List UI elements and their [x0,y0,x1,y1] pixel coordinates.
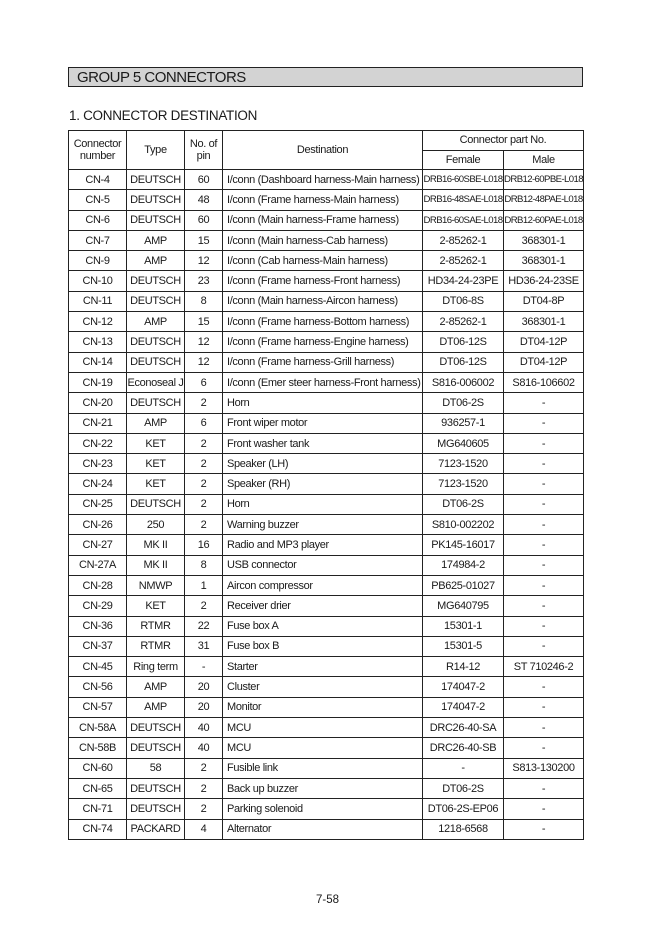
cell-connector-number: CN-71 [69,799,127,819]
cell-connector-number: CN-4 [69,170,127,190]
cell-female-part: PK145-16017 [423,535,504,555]
cell-male-part: - [504,454,584,474]
cell-male-part: DRB12-60PBE-L018 [504,170,584,190]
cell-type: DEUTSCH [127,332,185,352]
cell-pins: 48 [185,190,223,210]
cell-destination: Front wiper motor [223,413,423,433]
cell-destination: Horn [223,393,423,413]
cell-pins: 4 [185,819,223,839]
cell-destination: Front washer tank [223,433,423,453]
cell-male-part: - [504,555,584,575]
cell-type: KET [127,454,185,474]
table-row [69,616,584,636]
cell-female-part: DRC26-40-SB [423,738,504,758]
cell-pins: 15 [185,312,223,332]
cell-connector-number: CN-36 [69,616,127,636]
cell-destination: I/conn (Frame harness-Front harness) [223,271,423,291]
cell-type: AMP [127,697,185,717]
table-row [69,515,584,535]
table-row [69,332,584,352]
cell-connector-number: CN-20 [69,393,127,413]
cell-female-part: 936257-1 [423,413,504,433]
cell-connector-number: CN-29 [69,596,127,616]
cell-destination: Cluster [223,677,423,697]
cell-female-part: DT06-8S [423,291,504,311]
cell-destination: Speaker (LH) [223,454,423,474]
cell-female-part: 174047-2 [423,677,504,697]
table-row [69,291,584,311]
cell-connector-number: CN-19 [69,372,127,392]
cell-destination: I/conn (Emer steer harness-Front harness) [223,372,423,392]
table-row [69,677,584,697]
cell-type: AMP [127,413,185,433]
cell-destination: I/conn (Main harness-Frame harness) [223,210,423,230]
table-row [69,352,584,372]
cell-connector-number: CN-9 [69,251,127,271]
cell-destination: Alternator [223,819,423,839]
cell-male-part: 368301-1 [504,251,584,271]
cell-type: DEUTSCH [127,494,185,514]
cell-male-part: - [504,515,584,535]
cell-female-part: MG640605 [423,433,504,453]
table-row [69,372,584,392]
cell-pins: 2 [185,454,223,474]
cell-type: DEUTSCH [127,271,185,291]
header-type: Type [127,131,185,170]
cell-destination: MCU [223,738,423,758]
table-row [69,190,584,210]
cell-connector-number: CN-74 [69,819,127,839]
cell-pins: 8 [185,291,223,311]
cell-female-part: DRB16-48SAE-L018 [423,190,504,210]
cell-type: DEUTSCH [127,718,185,738]
table-row [69,819,584,839]
cell-pins: 12 [185,352,223,372]
cell-destination: Warning buzzer [223,515,423,535]
cell-destination: Horn [223,494,423,514]
cell-destination: Receiver drier [223,596,423,616]
table-row [69,636,584,656]
cell-male-part: - [504,677,584,697]
cell-connector-number: CN-25 [69,494,127,514]
cell-connector-number: CN-11 [69,291,127,311]
cell-male-part: DRB12-48PAE-L018 [504,190,584,210]
table-header [69,131,584,170]
cell-type: Econoseal J [127,372,185,392]
cell-type: KET [127,596,185,616]
cell-destination: Speaker (RH) [223,474,423,494]
cell-connector-number: CN-57 [69,697,127,717]
cell-pins: 12 [185,332,223,352]
cell-female-part: PB625-01027 [423,575,504,595]
cell-male-part: ST 710246-2 [504,657,584,677]
cell-type: DEUTSCH [127,778,185,798]
cell-connector-number: CN-28 [69,575,127,595]
cell-pins: 2 [185,596,223,616]
cell-male-part: S813-130200 [504,758,584,778]
cell-destination: I/conn (Main harness-Cab harness) [223,230,423,250]
cell-destination: Back up buzzer [223,778,423,798]
table-row [69,393,584,413]
cell-destination: Starter [223,657,423,677]
cell-type: DEUTSCH [127,393,185,413]
cell-female-part: DRC26-40-SA [423,718,504,738]
cell-female-part: 2-85262-1 [423,230,504,250]
cell-pins: 6 [185,413,223,433]
cell-pins: 60 [185,210,223,230]
cell-connector-number: CN-27 [69,535,127,555]
cell-male-part: - [504,474,584,494]
cell-male-part: 368301-1 [504,312,584,332]
cell-female-part: DT06-2S [423,494,504,514]
section-title: 1. CONNECTOR DESTINATION [69,108,258,123]
cell-destination: I/conn (Frame harness-Engine harness) [223,332,423,352]
cell-type: DEUTSCH [127,291,185,311]
cell-type: KET [127,474,185,494]
cell-female-part: 2-85262-1 [423,312,504,332]
cell-pins: 2 [185,474,223,494]
cell-pins: 8 [185,555,223,575]
table-row [69,575,584,595]
cell-connector-number: CN-7 [69,230,127,250]
cell-male-part: - [504,636,584,656]
header-connector-number: Connector number [69,131,127,170]
cell-female-part: 7123-1520 [423,454,504,474]
group-banner [68,67,583,87]
cell-female-part: HD34-24-23PE [423,271,504,291]
cell-pins: - [185,657,223,677]
cell-destination: Fuse box A [223,616,423,636]
cell-pins: 1 [185,575,223,595]
table-row [69,210,584,230]
cell-connector-number: CN-58A [69,718,127,738]
cell-female-part: R14-12 [423,657,504,677]
cell-female-part: - [423,758,504,778]
cell-female-part: 174047-2 [423,697,504,717]
header-part-no: Connector part No. [423,131,584,151]
table-row [69,494,584,514]
header-destination: Destination [223,131,423,170]
header-male: Male [504,150,584,170]
cell-female-part: DT06-2S [423,393,504,413]
cell-destination: I/conn (Frame harness-Grill harness) [223,352,423,372]
cell-destination: Aircon compressor [223,575,423,595]
table-row [69,535,584,555]
table-row [69,758,584,778]
cell-male-part: - [504,718,584,738]
table-row [69,596,584,616]
cell-type: Ring term [127,657,185,677]
cell-female-part: DT06-12S [423,352,504,372]
table-row [69,413,584,433]
cell-pins: 15 [185,230,223,250]
cell-destination: I/conn (Frame harness-Bottom harness) [223,312,423,332]
table-row [69,657,584,677]
cell-pins: 2 [185,758,223,778]
cell-type: AMP [127,230,185,250]
cell-pins: 20 [185,677,223,697]
cell-type: MK II [127,535,185,555]
cell-pins: 2 [185,515,223,535]
cell-type: AMP [127,677,185,697]
cell-female-part: DT06-12S [423,332,504,352]
cell-pins: 12 [185,251,223,271]
cell-male-part: - [504,535,584,555]
cell-destination: I/conn (Main harness-Aircon harness) [223,291,423,311]
group-title: GROUP 5 CONNECTORS [77,69,246,86]
cell-connector-number: CN-22 [69,433,127,453]
table-row [69,312,584,332]
cell-connector-number: CN-56 [69,677,127,697]
cell-destination: I/conn (Dashboard harness-Main harness) [223,170,423,190]
cell-destination: I/conn (Frame harness-Main harness) [223,190,423,210]
cell-female-part: DT06-2S [423,778,504,798]
cell-type: NMWP [127,575,185,595]
cell-connector-number: CN-23 [69,454,127,474]
cell-pins: 2 [185,433,223,453]
cell-female-part: S810-002202 [423,515,504,535]
cell-male-part: DT04-12P [504,332,584,352]
cell-connector-number: CN-58B [69,738,127,758]
cell-type: DEUTSCH [127,799,185,819]
cell-type: 250 [127,515,185,535]
cell-connector-number: CN-37 [69,636,127,656]
cell-male-part: HD36-24-23SE [504,271,584,291]
cell-pins: 60 [185,170,223,190]
cell-pins: 16 [185,535,223,555]
cell-male-part: - [504,778,584,798]
cell-male-part: - [504,616,584,636]
cell-type: DEUTSCH [127,210,185,230]
connector-table [68,130,584,840]
cell-connector-number: CN-24 [69,474,127,494]
cell-destination: Radio and MP3 player [223,535,423,555]
cell-male-part: - [504,697,584,717]
cell-pins: 22 [185,616,223,636]
cell-destination: USB connector [223,555,423,575]
cell-male-part: - [504,799,584,819]
cell-type: AMP [127,251,185,271]
table-row [69,738,584,758]
table-row [69,271,584,291]
table-row [69,433,584,453]
header-pins: No. of pin [185,131,223,170]
cell-female-part: 7123-1520 [423,474,504,494]
cell-male-part: S816-106602 [504,372,584,392]
cell-female-part: DRB16-60SAE-L018 [423,210,504,230]
cell-connector-number: CN-12 [69,312,127,332]
table-row [69,170,584,190]
cell-type: 58 [127,758,185,778]
cell-type: MK II [127,555,185,575]
table-row [69,474,584,494]
cell-pins: 40 [185,718,223,738]
cell-connector-number: CN-45 [69,657,127,677]
cell-type: KET [127,433,185,453]
cell-pins: 2 [185,494,223,514]
cell-connector-number: CN-5 [69,190,127,210]
cell-type: AMP [127,312,185,332]
cell-destination: I/conn (Cab harness-Main harness) [223,251,423,271]
cell-connector-number: CN-27A [69,555,127,575]
cell-destination: MCU [223,718,423,738]
cell-type: DEUTSCH [127,190,185,210]
table-row [69,778,584,798]
cell-pins: 6 [185,372,223,392]
page-number: 7-58 [315,894,340,906]
cell-male-part: - [504,819,584,839]
cell-connector-number: CN-10 [69,271,127,291]
cell-connector-number: CN-14 [69,352,127,372]
cell-male-part: DT04-8P [504,291,584,311]
cell-type: DEUTSCH [127,352,185,372]
cell-pins: 31 [185,636,223,656]
table-row [69,718,584,738]
cell-male-part: - [504,433,584,453]
cell-female-part: 15301-5 [423,636,504,656]
cell-male-part: 368301-1 [504,230,584,250]
cell-male-part: - [504,494,584,514]
cell-destination: Monitor [223,697,423,717]
cell-connector-number: CN-60 [69,758,127,778]
cell-female-part: 1218-6568 [423,819,504,839]
header-female: Female [423,150,504,170]
cell-male-part: DRB12-60PAE-L018 [504,210,584,230]
cell-connector-number: CN-13 [69,332,127,352]
cell-destination: Parking solenoid [223,799,423,819]
cell-type: PACKARD [127,819,185,839]
cell-pins: 23 [185,271,223,291]
cell-female-part: S816-006002 [423,372,504,392]
cell-type: DEUTSCH [127,738,185,758]
cell-connector-number: CN-65 [69,778,127,798]
cell-connector-number: CN-26 [69,515,127,535]
table-row [69,454,584,474]
cell-female-part: 15301-1 [423,616,504,636]
table-body [69,170,584,840]
cell-pins: 20 [185,697,223,717]
cell-male-part: - [504,413,584,433]
cell-destination: Fusible link [223,758,423,778]
table-row [69,697,584,717]
cell-pins: 2 [185,799,223,819]
table-row [69,251,584,271]
cell-pins: 2 [185,393,223,413]
table-row [69,799,584,819]
cell-male-part: - [504,393,584,413]
cell-type: RTMR [127,636,185,656]
cell-female-part: 174984-2 [423,555,504,575]
cell-pins: 2 [185,778,223,798]
cell-male-part: - [504,596,584,616]
cell-connector-number: CN-6 [69,210,127,230]
cell-connector-number: CN-21 [69,413,127,433]
cell-female-part: 2-85262-1 [423,251,504,271]
cell-female-part: DRB16-60SBE-L018 [423,170,504,190]
cell-female-part: MG640795 [423,596,504,616]
cell-male-part: - [504,575,584,595]
table-row [69,555,584,575]
cell-type: DEUTSCH [127,170,185,190]
cell-destination: Fuse box B [223,636,423,656]
cell-female-part: DT06-2S-EP06 [423,799,504,819]
table-row [69,230,584,250]
cell-male-part: DT04-12P [504,352,584,372]
cell-pins: 40 [185,738,223,758]
cell-male-part: - [504,738,584,758]
cell-type: RTMR [127,616,185,636]
